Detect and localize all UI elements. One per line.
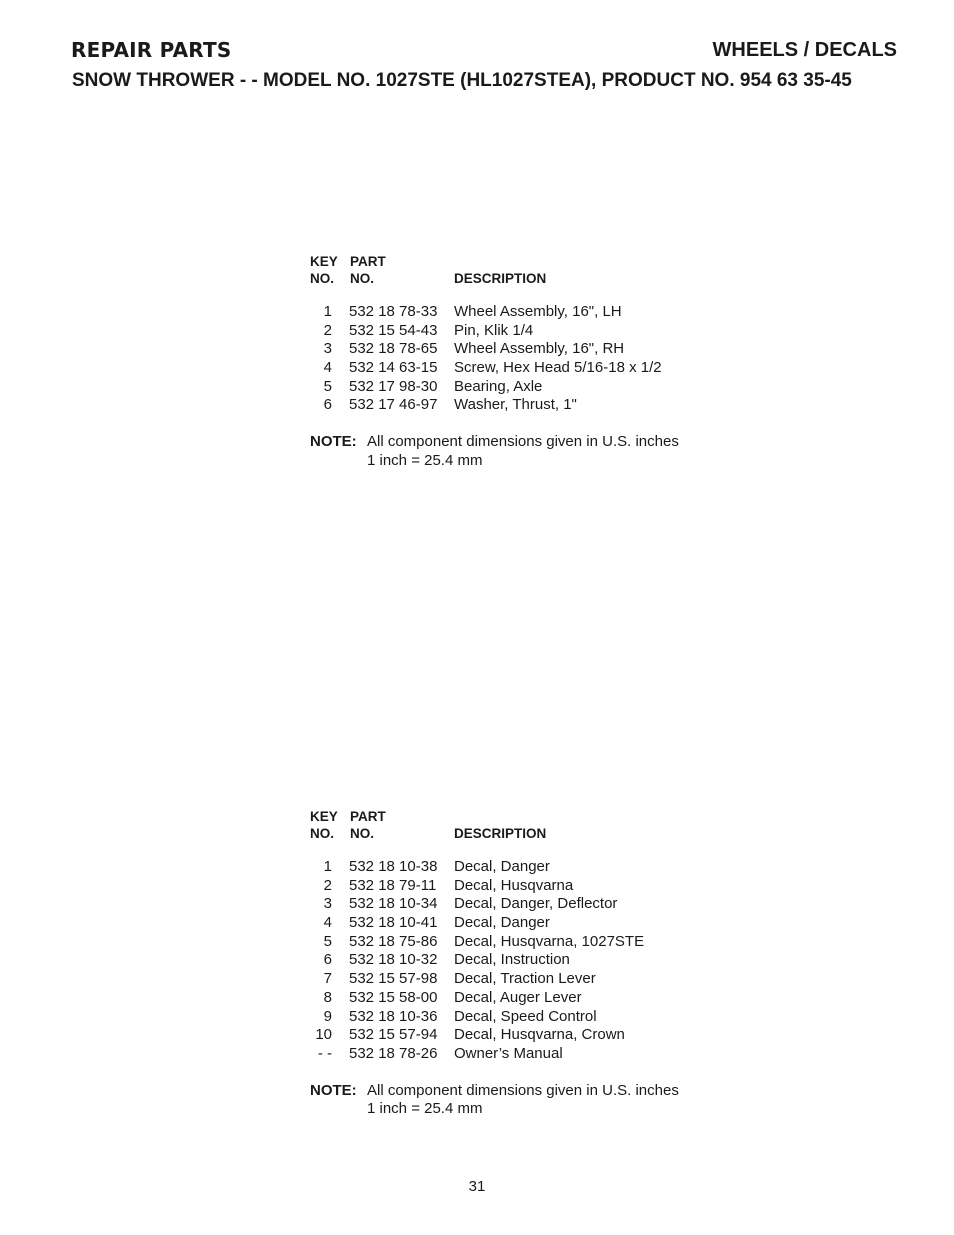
- part-no: 532 18 10-32: [349, 951, 438, 969]
- key-no: 5: [323, 932, 332, 950]
- part-no: 532 15 58-00: [349, 988, 438, 1006]
- key-no-header: [310, 253, 338, 287]
- wheels-note: [310, 433, 679, 470]
- part-no: 532 18 10-41: [349, 914, 438, 932]
- key-no: 8: [323, 988, 332, 1006]
- decals-note: [310, 1082, 679, 1119]
- description: Decal, Husqvarna: [454, 876, 574, 894]
- part-header-line1: PART: [350, 254, 386, 269]
- part-no: 532 17 98-30: [349, 377, 438, 395]
- key-no: 2: [323, 876, 332, 894]
- table-row: [310, 359, 679, 378]
- note-line1: All component dimensions given in U.S. inches: [367, 1081, 679, 1099]
- description: Washer, Thrust, 1": [454, 396, 577, 414]
- part-no: 532 18 79-11: [349, 876, 437, 894]
- part-no: 532 18 10-36: [349, 1007, 438, 1025]
- part-no: 532 17 46-97: [349, 396, 438, 414]
- description: Screw, Hex Head 5/16-18 x 1/2: [454, 359, 662, 377]
- description: Owner’s Manual: [454, 1044, 563, 1062]
- key-no-header: [310, 808, 338, 842]
- decals-rows: [310, 858, 679, 1064]
- key-no: 3: [323, 895, 332, 913]
- table-row: [310, 396, 679, 415]
- key-no: 9: [323, 1007, 332, 1025]
- description: Decal, Husqvarna, Crown: [454, 1026, 625, 1044]
- key-no: 1: [323, 858, 332, 875]
- description: Decal, Speed Control: [454, 1007, 597, 1025]
- part-header-line2: NO.: [350, 271, 375, 286]
- key-no: 7: [323, 970, 332, 988]
- part-no-header: [350, 253, 386, 287]
- wheels-column-headers: [310, 253, 679, 289]
- key-no: 2: [323, 321, 332, 339]
- description: Decal, Danger: [454, 858, 550, 875]
- description: Decal, Husqvarna, 1027STE: [454, 932, 645, 950]
- decals-column-headers: [310, 808, 679, 844]
- note-line2: 1 inch = 25.4 mm: [367, 1100, 483, 1118]
- part-no: 532 15 54-43: [349, 321, 438, 339]
- key-header-line1: KEY: [310, 254, 338, 269]
- key-no: 3: [323, 340, 332, 358]
- table-row: [310, 951, 679, 970]
- table-row: [310, 1026, 679, 1045]
- part-no: 532 18 10-38: [349, 858, 438, 875]
- page-number: 31: [468, 1178, 486, 1195]
- part-no: 532 18 75-86: [349, 932, 438, 950]
- key-no: - -: [317, 1044, 332, 1062]
- note-label: NOTE:: [310, 1081, 357, 1099]
- description-header: DESCRIPTION: [454, 271, 547, 286]
- table-row: [310, 970, 679, 989]
- description: Decal, Instruction: [454, 951, 570, 969]
- key-no: 4: [323, 914, 332, 932]
- decals-parts-list: [310, 808, 679, 1119]
- key-header-line2: NO.: [310, 271, 335, 286]
- part-no: 532 18 78-65: [349, 340, 438, 358]
- description: Wheel Assembly, 16", RH: [454, 340, 625, 358]
- description: Decal, Auger Lever: [454, 988, 582, 1006]
- table-row: [310, 895, 679, 914]
- key-no: 5: [323, 377, 332, 395]
- note-line2: 1 inch = 25.4 mm: [367, 451, 483, 469]
- table-row: [310, 1008, 679, 1027]
- page-topic-title: WHEELS / DECALS: [712, 39, 897, 61]
- table-row: [310, 322, 679, 341]
- part-no: 532 15 57-94: [349, 1026, 438, 1044]
- key-no: 1: [323, 303, 332, 320]
- part-no: 532 18 78-33: [349, 303, 438, 320]
- table-row: [310, 340, 679, 359]
- table-row: [310, 914, 679, 933]
- table-row: [310, 933, 679, 952]
- description: Wheel Assembly, 16", LH: [454, 303, 622, 320]
- description: Bearing, Axle: [454, 377, 543, 395]
- description: Decal, Traction Lever: [454, 970, 596, 988]
- section-title: REPAIR PARTS: [71, 38, 232, 62]
- table-row: [310, 378, 679, 397]
- key-no: 4: [323, 359, 332, 377]
- key-header-line1: KEY: [310, 809, 338, 824]
- part-no: 532 15 57-98: [349, 970, 438, 988]
- note-label: NOTE:: [310, 433, 357, 451]
- table-row: [310, 858, 679, 877]
- model-subtitle: SNOW THROWER - - MODEL NO. 1027STE (HL1027STEA), PRODUCT NO. 954 63 35-45: [72, 70, 852, 91]
- description-header: DESCRIPTION: [454, 826, 547, 841]
- note-line1: All component dimensions given in U.S. inches: [367, 433, 679, 451]
- description: Decal, Danger: [454, 914, 550, 932]
- key-no: 6: [323, 396, 332, 414]
- part-no-header: [350, 808, 386, 842]
- description: Decal, Danger, Deflector: [454, 895, 618, 913]
- table-row: [310, 303, 679, 322]
- key-no: 10: [315, 1026, 332, 1044]
- table-row: [310, 1045, 679, 1064]
- description: Pin, Klik 1/4: [454, 321, 534, 339]
- part-no: 532 18 78-26: [349, 1044, 438, 1062]
- table-row: [310, 989, 679, 1008]
- part-header-line1: PART: [350, 809, 386, 824]
- part-no: 532 14 63-15: [349, 359, 438, 377]
- part-header-line2: NO.: [350, 826, 375, 841]
- wheels-parts-list: [310, 253, 679, 470]
- wheels-rows: [310, 303, 679, 415]
- key-no: 6: [323, 951, 332, 969]
- table-row: [310, 877, 679, 896]
- key-header-line2: NO.: [310, 826, 335, 841]
- part-no: 532 18 10-34: [349, 895, 438, 913]
